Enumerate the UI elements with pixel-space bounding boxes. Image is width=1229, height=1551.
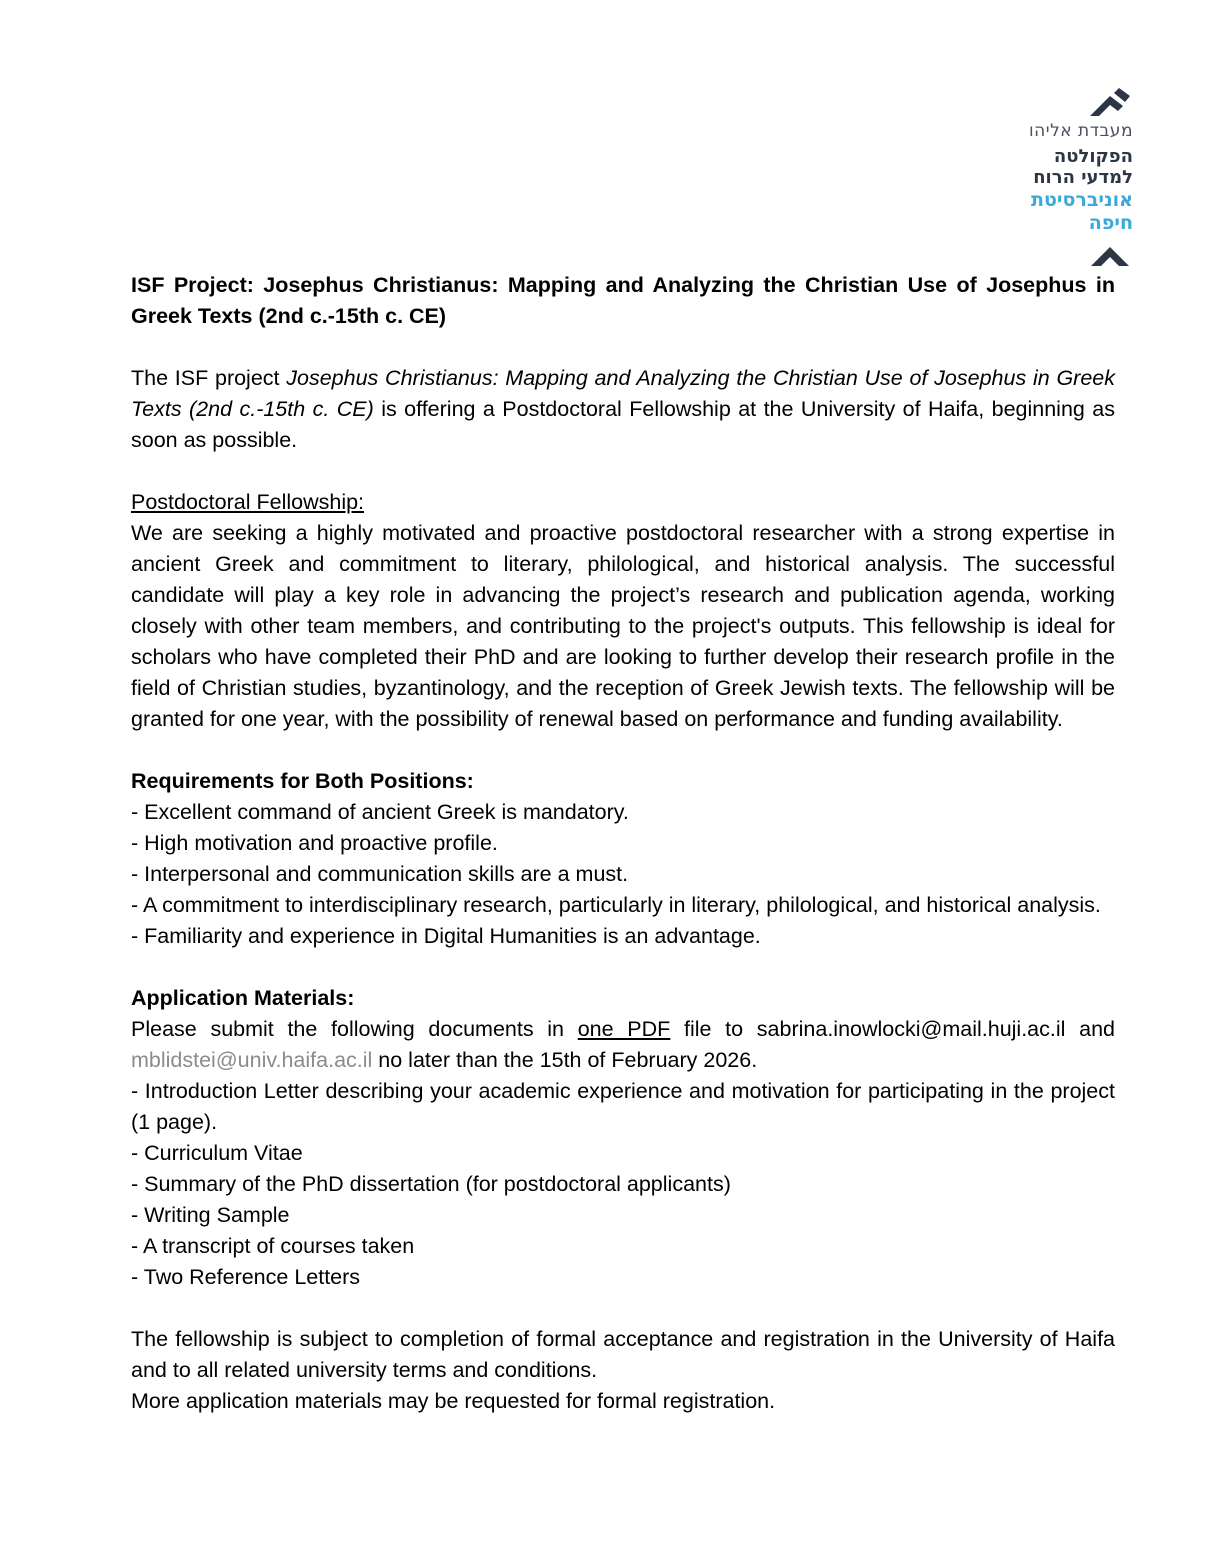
faculty-of-humanities-label-line1: הפקולטה <box>1053 146 1133 167</box>
blank-line <box>131 332 1115 363</box>
requirement-item: - High motivation and proactive profile. <box>131 831 498 855</box>
section-heading-application-materials: Application Materials: <box>131 986 355 1010</box>
application-item: - Writing Sample <box>131 1203 290 1227</box>
requirement-item: - Interpersonal and communication skills are a must. <box>131 862 629 886</box>
blank-line <box>131 735 1115 766</box>
fellowship-description: We are seeking a highly motivated and proactive postdoctoral researcher with a strong expertise in ancient Greek and commitment to literary, philological, and historical analysis. The successful candidate will play a key role in advancing the project’s research and publication agenda, working closely with other team members, and contributing to the project's outputs. This fellowship is ideal for scholars who have completed their PhD and are looking to further develop their research profile in the field of Christian studies, byzantinology, and the reception of Greek Jewish texts. The fellowship will be granted for one year, with the possibility of renewal based on performance and funding availability. <box>131 521 1115 731</box>
application-item: - Two Reference Letters <box>131 1265 361 1289</box>
document-title: ISF Project: Josephus Christianus: Mapping and Analyzing the Christian Use of Josephus in Greek Texts (2nd c.-15th c. CE) <box>131 273 1115 328</box>
blank-line <box>131 952 1115 983</box>
faculty-of-humanities-label-line2: למדעי הרוח <box>1033 167 1133 188</box>
submission-instructions: Please submit the following documents in one PDF file to sabrina.inowlocki@mail.huji.ac.il and mblidstei@univ.haifa.ac.il no later than the 15th of February 2026. <box>131 1017 1115 1072</box>
document-body <box>131 270 1115 1417</box>
application-item: - Introduction Letter describing your academic experience and motivation for participating in the project (1 page). <box>131 1079 1115 1134</box>
section-heading-postdoctoral-fellowship: Postdoctoral Fellowship: <box>131 490 365 514</box>
section-heading-requirements: Requirements for Both Positions: <box>131 769 474 793</box>
blank-line <box>131 1293 1115 1324</box>
elijah-lab-label: מעבדת אליהו <box>1029 121 1133 141</box>
application-item: - A transcript of courses taken <box>131 1234 415 1258</box>
email-address: mblidstei@univ.haifa.ac.il <box>131 1048 373 1072</box>
university-of-haifa-label-line1: אוניברסיטת <box>1031 189 1133 211</box>
intro-paragraph: The ISF project Josephus Christianus: Mapping and Analyzing the Christian Use of Josephus in Greek Texts (2nd c.-15th c. CE) is offering a Postdoctoral Fellowship at the University of Haifa, beginning as soon as possible. <box>131 366 1115 452</box>
blank-line <box>131 456 1115 487</box>
requirement-item: - Excellent command of ancient Greek is mandatory. <box>131 800 629 824</box>
haifa-roof-chevron-icon <box>1087 86 1131 116</box>
requirement-item: - Familiarity and experience in Digital Humanities is an advantage. <box>131 924 761 948</box>
closing-paragraph: The fellowship is subject to completion of formal acceptance and registration in the University of Haifa and to all related university terms and conditions. <box>131 1327 1115 1382</box>
university-of-haifa-label-line2: חיפה <box>1088 212 1133 234</box>
requirement-item: - A commitment to interdisciplinary research, particularly in literary, philological, and historical analysis. <box>131 893 1101 917</box>
application-item: - Curriculum Vitae <box>131 1141 303 1165</box>
haifa-chevron-icon <box>1089 242 1131 266</box>
closing-paragraph: More application materials may be requested for formal registration. <box>131 1389 776 1413</box>
university-of-haifa-logo <box>993 86 1133 266</box>
application-item: - Summary of the PhD dissertation (for postdoctoral applicants) <box>131 1172 731 1196</box>
